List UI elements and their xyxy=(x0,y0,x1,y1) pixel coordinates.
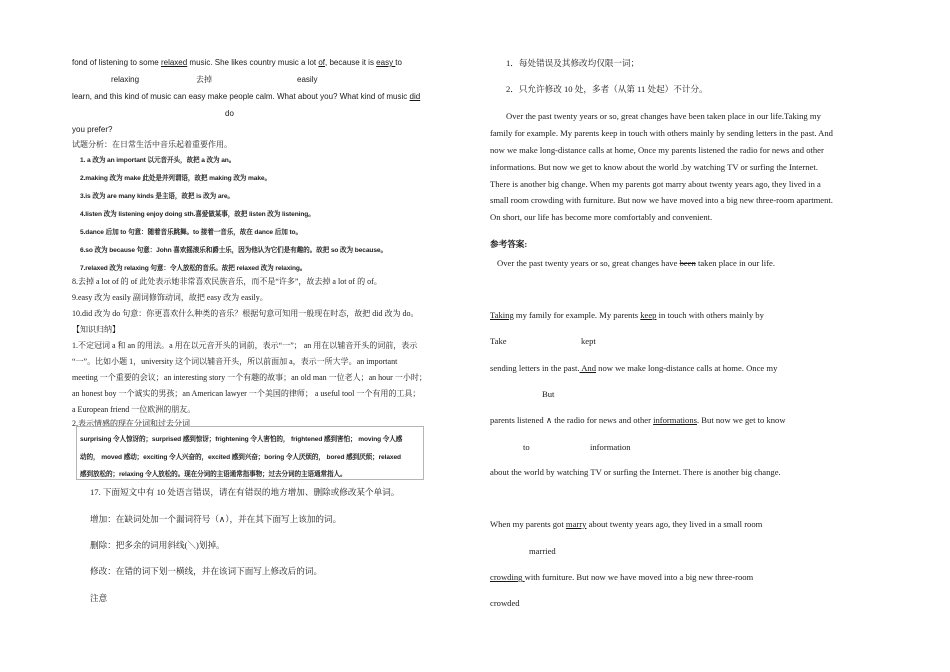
item-10: 10.did 改为 do 句意：你更喜欢什么种类的音乐？根据句意可知用一般现在时态，故把 did 改为 do。 xyxy=(72,309,419,318)
error-and: And xyxy=(579,363,596,373)
image-line: surprising 令人惊讶的；surprised 感到惊讶；frightening 令人害怕的， frightened 感到害怕； moving 令人感 xyxy=(80,436,403,443)
error-crowding: crowding xyxy=(490,572,525,582)
answer-line-1 xyxy=(497,259,775,268)
line-2 xyxy=(72,93,420,101)
answer-line-5: about the world by watching TV or surfing the Internet. There is another big change. xyxy=(490,467,781,477)
error-taking: Taking xyxy=(490,310,514,320)
participles-image xyxy=(76,426,424,480)
text: fond of listening to some xyxy=(72,58,161,67)
text: sending letters in the past. xyxy=(490,363,580,373)
question-17: 17. 下面短文中有 10 处语言错误，请在有错误的地方增加、删除或修改某个单词。 xyxy=(90,487,400,497)
error-keep: keep xyxy=(640,310,657,320)
correction-take: Take xyxy=(490,336,507,346)
image-line: 2.making 改为 make 此处是并列谓语，故把 making 改为 make。 xyxy=(80,175,271,182)
error-did: did xyxy=(409,92,421,101)
text: parents listened ∧ the radio for news and other xyxy=(490,415,654,425)
correction-information: information xyxy=(590,442,631,452)
correction-do: do xyxy=(225,109,234,118)
image-line: 动的， moved 感动；exciting 令人兴奋的，excited 感到兴奋；boring 令人厌烦的， bored 感到厌烦；relaxed xyxy=(80,454,401,461)
knowledge-1c: meeting 一个重要的会议；an interesting story 一个有趣的故事；an old man 一位老人；an hour 一小时； xyxy=(72,373,427,382)
passage-line-2: family for example. My parents keep in touch with others mainly by sending letters in the past. And xyxy=(490,128,833,138)
image-line: 1. a 改为 an important 以元音开头，故把 a 改为 an。 xyxy=(80,157,236,164)
passage-line-5: There is another big change. When my parents got marry about twenty years ago, they lived in a xyxy=(490,179,821,189)
correction-to: to xyxy=(523,442,530,452)
deleted-been: been xyxy=(679,258,696,268)
text: to xyxy=(395,58,402,67)
knowledge-1b: “一”。比如小题 1，university 这个词以辅音开头，所以前面加 a，表示一所大学。an important xyxy=(72,357,398,366)
answer-line-6 xyxy=(490,520,762,529)
note-label: 注意 xyxy=(90,593,108,603)
correction-relaxing: relaxing xyxy=(111,75,140,84)
instruction-delete: 删除：把多余的词用斜线(＼)划掉。 xyxy=(90,540,225,550)
instruction-modify: 修改：在错的词下划一横线，并在该词下面写上修改后的词。 xyxy=(90,566,323,576)
correction-crowded: crowded xyxy=(490,598,520,608)
passage-line-1: Over the past twenty years or so, great changes have been taken place in our life.Taking my xyxy=(506,111,821,121)
text: about twenty years ago, they lived in a small room xyxy=(586,519,763,529)
knowledge-1d: an honest boy 一个诚实的男孩；an American lawyer 一个美国的律师； a useful tool 一个有用的工具； xyxy=(72,389,421,398)
image-line: 5.dance 后加 to 句意：随着音乐跳舞。to 接着一音乐，故在 dance 后加 to。 xyxy=(80,229,302,236)
answer-line-3 xyxy=(490,364,777,373)
knowledge-1e: a European friend 一位欧洲的朋友。 xyxy=(72,405,196,414)
text: , because it is xyxy=(325,58,377,67)
image-line: 3.is 改为 are many kinds 是主语，故把 is 改为 are。 xyxy=(80,193,234,200)
answer-line-7 xyxy=(490,573,753,582)
error-marry: marry xyxy=(565,519,587,529)
analysis: 试题分析：在日常生活中音乐起着重要作用。 xyxy=(72,140,232,149)
answer-line-4 xyxy=(490,416,786,425)
correction-remove: 去掉 xyxy=(196,75,212,84)
item-9: 9.easy 改为 easily 副词修饰动词，故把 easy 改为 easily。 xyxy=(72,293,268,302)
correction-but: But xyxy=(542,389,555,399)
error-easy: easy xyxy=(376,58,396,67)
text: . But now we get to know xyxy=(697,415,786,425)
error-informations: informations xyxy=(653,415,697,425)
image-line: 4.listen 改为 listening enjoy doing sth.喜爱做某事，故把 listen 改为 listening。 xyxy=(80,211,315,218)
image-line: 感到放松的；relaxing 令人放松的。现在分词的主语通常指事物；过去分词的主语通常指人。 xyxy=(80,471,347,478)
answer-line-2 xyxy=(490,311,764,320)
passage-line-3: now we make long-distance calls at home, Once my parents listened the radio for news and other xyxy=(490,145,824,155)
text: music. She likes country music a lot xyxy=(187,58,319,67)
rule-1: 1．每处错误及其修改均仅限一词； xyxy=(506,58,640,68)
correction-married: married xyxy=(529,546,556,556)
text: in touch with others mainly by xyxy=(656,310,764,320)
text: learn, and this kind of music can easy make people calm. What about you? What kind of music xyxy=(72,92,410,101)
line-1 xyxy=(72,59,402,67)
analysis-image xyxy=(76,152,422,272)
knowledge-1a: 1.不定冠词 a 和 an 的用法。a 用在以元音开头的词前，表示“一”； an 用在以辅音开头的词前，表示 xyxy=(72,341,418,350)
text: When my parents got xyxy=(490,519,566,529)
rule-2: 2．只允许修改 10 处，多者（从第 11 处起）不计分。 xyxy=(506,84,708,94)
answer-heading: 参考答案: xyxy=(490,239,528,249)
line-3: you prefer? xyxy=(72,125,113,134)
knowledge-2: 2.表示情感的现在分词和过去分词 xyxy=(72,419,190,428)
passage-line-7: On short, our life has become more comfortably and convenient. xyxy=(490,212,713,222)
passage-line-4: informations. But now we get to know about the world .by watching TV or surfing the Internet. xyxy=(490,162,818,172)
passage-line-6: small room crowding with furniture. But now we have moved into a big new three-room apartment. xyxy=(490,195,833,205)
text: my family for example. My parents xyxy=(513,310,641,320)
image-line: 7.relaxed 改为 relaxing 句意：令人放松的音乐。故把 relaxed 改为 relaxing。 xyxy=(80,265,307,272)
error-relaxed: relaxed xyxy=(160,58,188,67)
instruction-add: 增加：在缺词处加一个漏词符号（∧），并在其下面写上该加的词。 xyxy=(90,514,342,524)
text: now we make long-distance calls at home. Once my xyxy=(596,363,778,373)
knowledge-heading: 【知识归纳】 xyxy=(72,325,120,334)
text: taken place in our life. xyxy=(695,258,776,268)
image-line: 6.so 改为 because 句意：John 喜欢摇滚乐和爵士乐，因为他认为它们是有趣的。故把 so 改为 because。 xyxy=(80,247,387,254)
text: Over the past twenty years or so, great changes have xyxy=(497,258,680,268)
text: with furniture. But now we have moved into a big new three-room xyxy=(524,572,754,582)
correction-easily: easily xyxy=(297,75,318,84)
correction-kept: kept xyxy=(581,336,596,346)
error-of: of xyxy=(318,58,326,67)
item-8: 8.去掉 a lot of 的 of 此处表示她非常喜欢民族音乐，而不是“许多”，故去掉 a lot of 的 of。 xyxy=(72,277,382,286)
